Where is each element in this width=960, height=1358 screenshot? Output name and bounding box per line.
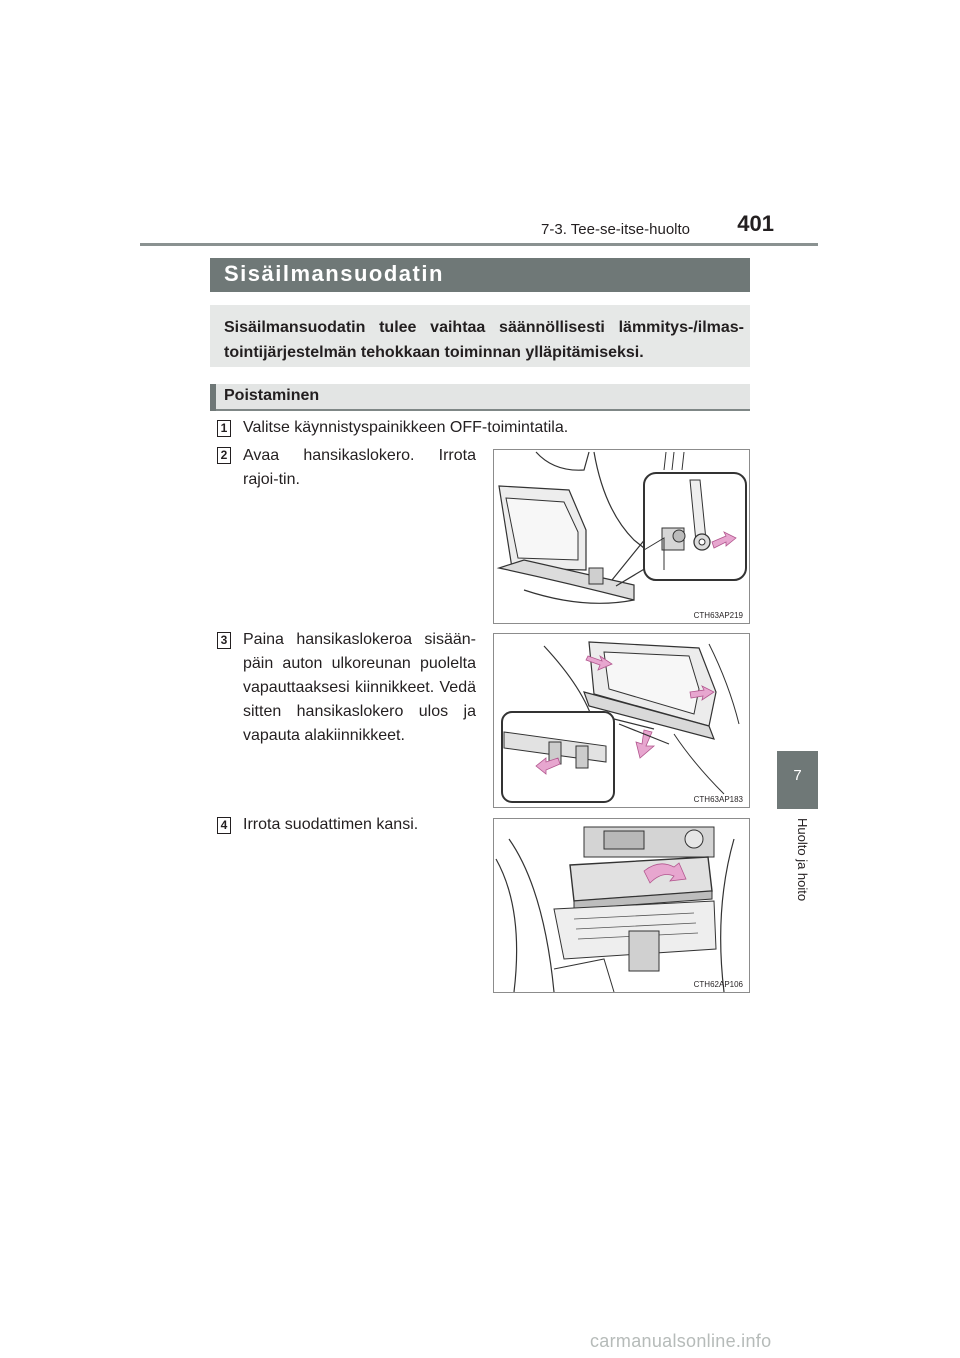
step-4-text: Irrota suodattimen kansi. xyxy=(243,816,419,833)
glovebox-release-illustration xyxy=(494,634,749,807)
intro-text: Sisäilmansuodatin tulee vaihtaa säännöllisesti lämmitys-/ilmas-tointijärjestelmän tehokkaan toiminnan ylläpitämiseksi. xyxy=(224,319,744,361)
filter-cover-illustration xyxy=(494,819,749,992)
step-4-number: 4 xyxy=(217,817,231,834)
step-3-number: 3 xyxy=(217,632,231,649)
step-2-text: Avaa hansikaslokero. Irrota rajoi-tin. xyxy=(243,447,476,488)
figure-code: CTH62AP106 xyxy=(693,980,743,989)
figure-code: CTH63AP219 xyxy=(693,611,743,620)
section-title: Sisäilmansuodatin xyxy=(224,261,444,286)
step-3-text: Paina hansikaslokeroa sisään-päin auton ulkoreunan puolelta vapauttaaksesi kiinnikkeet. Vedä sitten hansikaslokero ulos ja vapauta alakiinnikkeet. xyxy=(243,631,476,744)
step-1-text: Valitse käynnistyspainikkeen OFF-toimintatila. xyxy=(243,419,569,436)
running-header: 7-3. Tee-se-itse-huolto xyxy=(541,221,690,238)
header-rule xyxy=(140,243,818,246)
step-1-number: 1 xyxy=(217,420,231,437)
glovebox-damper-illustration xyxy=(494,450,749,623)
figure-code: CTH63AP183 xyxy=(693,795,743,804)
side-divider xyxy=(797,260,798,1140)
page-number: 401 xyxy=(737,211,774,236)
figure-glovebox-damper xyxy=(493,449,750,624)
chapter-number: 7 xyxy=(793,767,802,784)
chapter-title: Huolto ja hoito xyxy=(795,818,810,902)
figure-glovebox-release xyxy=(493,633,750,808)
figure-filter-cover xyxy=(493,818,750,993)
step-2-number: 2 xyxy=(217,447,231,464)
subsection-title: Poistaminen xyxy=(224,387,320,404)
watermark: carmanualsonline.info xyxy=(590,1331,772,1351)
subsection-accent xyxy=(210,384,216,411)
